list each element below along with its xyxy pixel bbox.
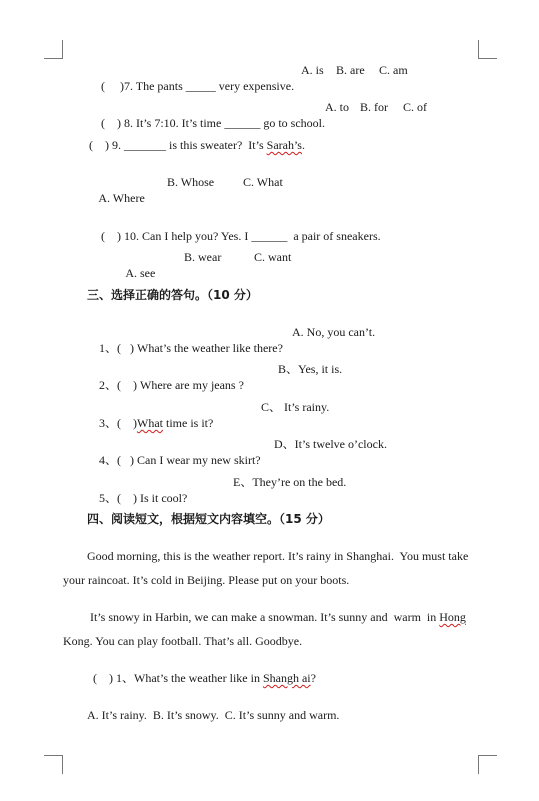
match-question-5: 5、( ) Is it cool?: [99, 491, 188, 505]
question-9-option-c: C. What: [243, 175, 283, 189]
crop-mark-bottom-right: [478, 755, 497, 774]
match-answer-b: B、Yes, it is.: [278, 362, 343, 376]
question-10-text: ( ) 10. Can I help you? Yes. I ______ a pair of sneakers.: [101, 229, 381, 243]
match-question-3-prefix: 3、( ): [99, 416, 137, 430]
match-question-1: 1、( ) What’s the weather like there?: [99, 341, 283, 355]
crop-mark-top-right: [478, 40, 497, 59]
reading-question-1-text: ( ) 1、What’s the weather like in: [93, 671, 263, 685]
question-10-option-a: A. see: [125, 266, 156, 280]
crop-mark-bottom-left: [44, 755, 63, 774]
passage-paragraph-2-text: It’s snowy in Harbin, we can make a snowman. It’s sunny and warm in: [90, 610, 440, 624]
question-10-option-b: B. wear: [184, 250, 222, 264]
match-question-2: 2、( ) Where are my jeans ?: [99, 378, 244, 392]
question-9: [89, 137, 305, 153]
passage-paragraph-1-line-1: Good morning, this is the weather report. It’s rainy in Shanghai. You must take: [87, 549, 469, 563]
question-9-name: Sarah’s: [266, 138, 302, 152]
match-question-3-word: What: [137, 416, 163, 430]
match-answer-a: A. No, you can’t.: [292, 325, 376, 339]
passage-paragraph-2-line-2: Kong. You can play football. That’s all. Goodbye.: [63, 634, 303, 648]
question-9-option-a: A. Where: [98, 191, 145, 205]
passage-paragraph-1-line-2: your raincoat. It’s cold in Beijing. Please put on your boots.: [63, 573, 350, 587]
match-answer-e: E、They’re on the bed.: [233, 475, 347, 489]
question-7-option-b: B. are: [336, 63, 365, 77]
passage-paragraph-2-word: Hong: [439, 610, 466, 624]
match-question-3-rest: time is it?: [163, 416, 214, 430]
crop-mark-top-left: [44, 40, 63, 59]
match-question-4: 4、( ) Can I wear my new skirt?: [99, 453, 261, 467]
question-8-option-c: C. of: [403, 100, 427, 114]
reading-question-1-word: Shangh ai: [262, 671, 311, 685]
section-3-heading: 三、选择正确的答句。（10 分）: [87, 288, 258, 302]
reading-question-1-end: ?: [310, 671, 316, 685]
match-answer-d: D、It’s twelve o’clock.: [274, 437, 387, 451]
question-8-option-b: B. for: [360, 100, 388, 114]
reading-question-1: [93, 670, 316, 686]
passage-paragraph-2-line-1: [90, 609, 466, 625]
question-8-option-a: A. to: [325, 100, 349, 114]
question-7-text: ( )7. The pants _____ very expensive.: [101, 79, 295, 93]
question-9-prefix: ( ) 9. _______ is this sweater? It’s: [89, 138, 267, 152]
match-answer-c: C、 It’s rainy.: [261, 400, 330, 414]
question-7-option-a: A. is: [301, 63, 324, 77]
reading-question-1-options: A. It’s rainy. B. It’s snowy. C. It’s sunny and warm.: [87, 708, 340, 722]
question-7-option-c: C. am: [379, 63, 408, 77]
question-10-option-c: C. want: [254, 250, 292, 264]
question-8-text: ( ) 8. It’s 7:10. It’s time ______ go to school.: [101, 116, 325, 130]
question-9-option-b: B. Whose: [167, 175, 215, 189]
section-4-heading: 四、阅读短文，根据短文内容填空。（15 分）: [87, 512, 330, 526]
question-9-suffix: .: [301, 138, 305, 152]
